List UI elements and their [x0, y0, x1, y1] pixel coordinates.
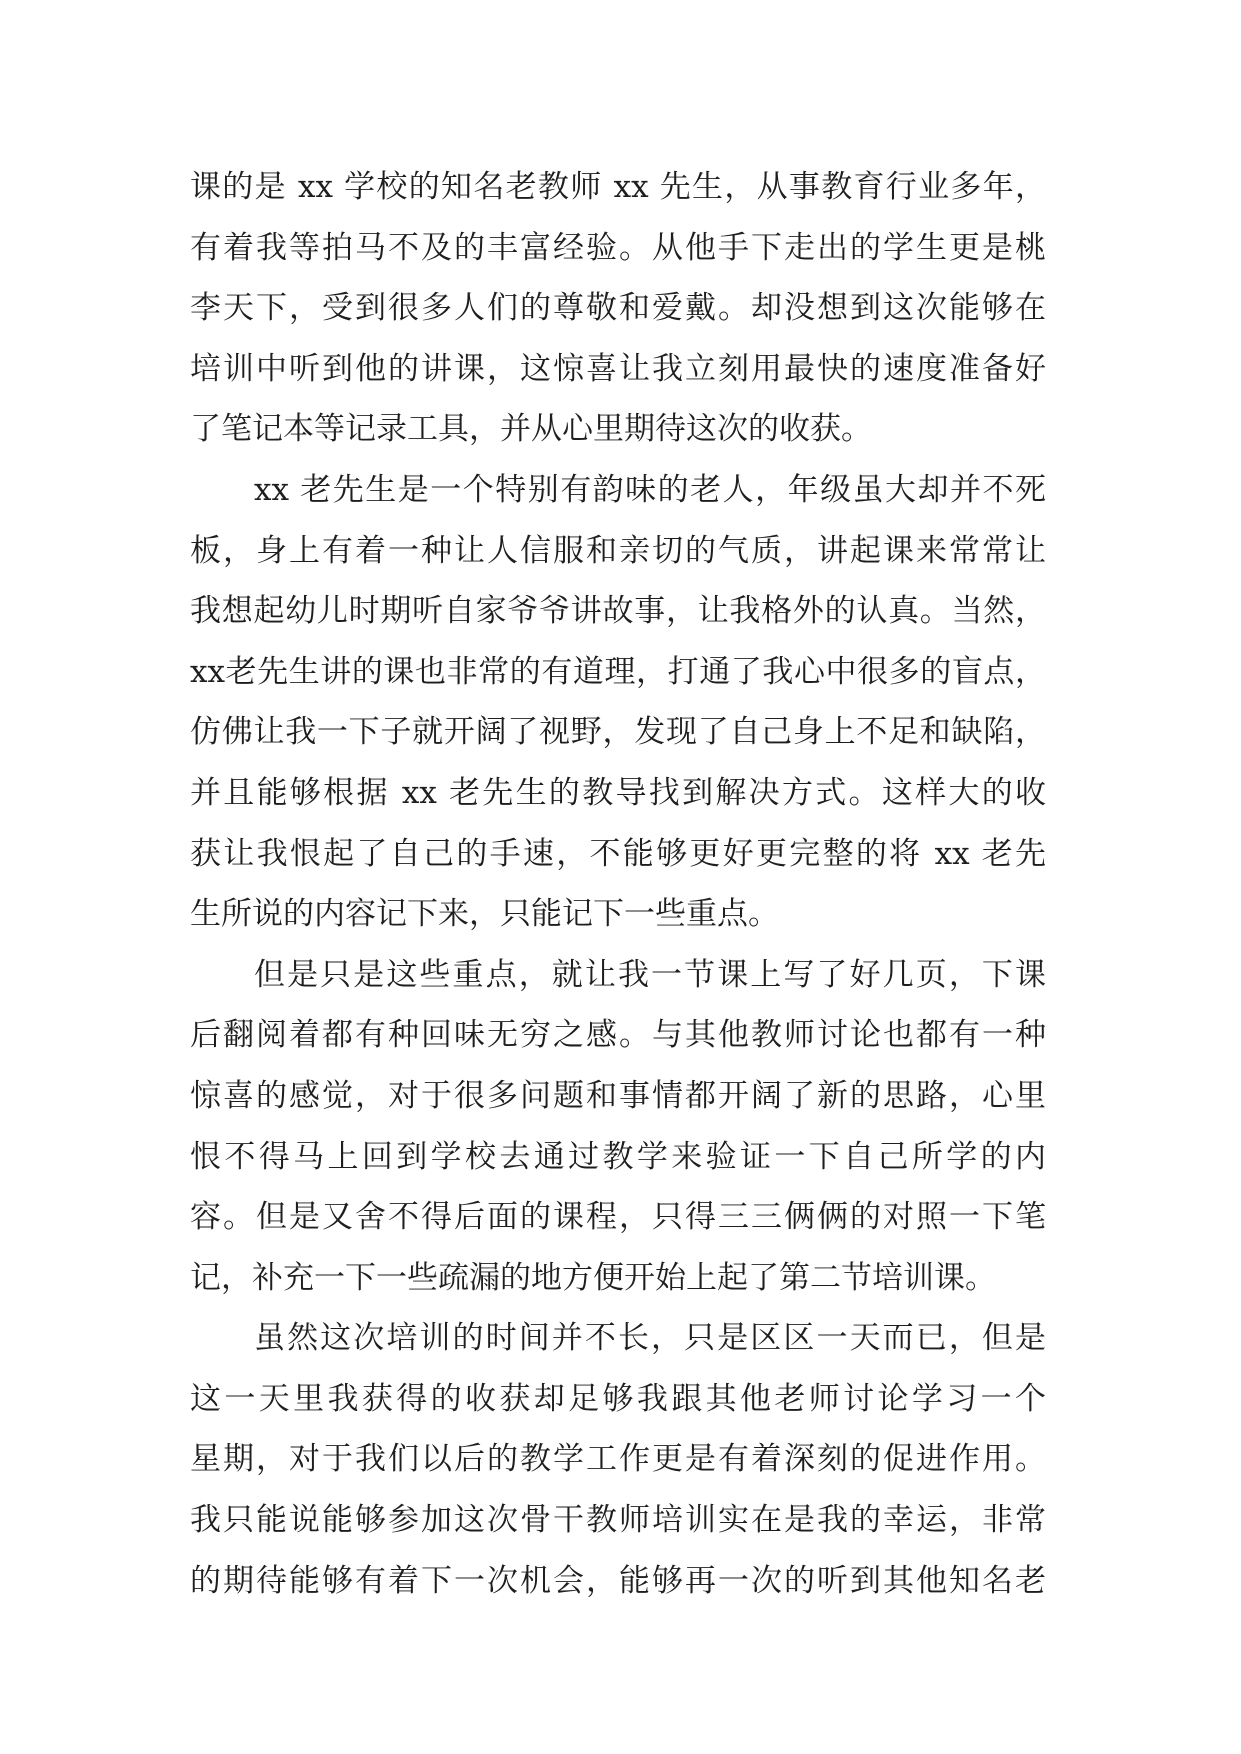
- text-line: 我想起幼儿时期听自家爷爷讲故事，让我格外的认真。当然，: [190, 593, 1046, 630]
- text-line: 有着我等拍马不及的丰富经验。从他手下走出的学生更是桃: [190, 229, 1046, 266]
- text-line: 容。但是又舍不得后面的课程，只得三三俩俩的对照一下笔: [190, 1199, 1046, 1236]
- text-line: 虽然这次培训的时间并不长，只是区区一天而已，但是: [254, 1320, 1046, 1357]
- text-line: 李天下，受到很多人们的尊敬和爱戴。却没想到这次能够在: [190, 290, 1046, 327]
- text-line: 惊喜的感觉，对于很多问题和事情都开阔了新的思路，心里: [190, 1077, 1046, 1114]
- document-body: [190, 163, 1046, 1617]
- text-line: 这一天里我获得的收获却足够我跟其他老师讨论学习一个: [190, 1380, 1046, 1417]
- text-line: 仿佛让我一下子就开阔了视野，发现了自己身上不足和缺陷，: [190, 714, 1046, 751]
- text-line: xx老先生讲的课也非常的有道理，打通了我心中很多的盲点，: [190, 653, 1046, 690]
- text-line: 但是只是这些重点，就让我一节课上写了好几页，下课: [254, 956, 1046, 993]
- paragraph-1: [190, 163, 1046, 466]
- text-line: 了笔记本等记录工具，并从心里期待这次的收获。: [190, 411, 872, 448]
- text-line: 培训中听到他的讲课，这惊喜让我立刻用最快的速度准备好: [190, 350, 1046, 387]
- text-line: 获让我恨起了自己的手速，不能够更好更完整的将 xx 老先: [190, 835, 1046, 872]
- paragraph-4: [190, 1314, 1046, 1617]
- text-line: 的期待能够有着下一次机会，能够再一次的听到其他知名老: [190, 1562, 1046, 1599]
- text-line: 板，身上有着一种让人信服和亲切的气质，讲起课来常常让: [190, 532, 1046, 569]
- text-line: 后翻阅着都有种回味无穷之感。与其他教师讨论也都有一种: [190, 1017, 1046, 1054]
- text-line: xx 老先生是一个特别有韵味的老人，年级虽大却并不死: [254, 471, 1046, 508]
- text-line: 课的是 xx 学校的知名老教师 xx 先生，从事教育行业多年，: [190, 169, 1046, 205]
- text-line: 生所说的内容记下来，只能记下一些重点。: [190, 896, 779, 933]
- text-line: 记，补充一下一些疏漏的地方便开始上起了第二节培训课。: [190, 1259, 996, 1296]
- text-line: 星期，对于我们以后的教学工作更是有着深刻的促进作用。: [190, 1441, 1046, 1478]
- text-line: 恨不得马上回到学校去通过教学来验证一下自己所学的内: [190, 1138, 1046, 1175]
- text-line: 并且能够根据 xx 老先生的教导找到解决方式。这样大的收: [190, 774, 1046, 811]
- text-line: 我只能说能够参加这次骨干教师培训实在是我的幸运，非常: [190, 1502, 1046, 1539]
- paragraph-3: [190, 951, 1046, 1315]
- paragraph-2: [190, 466, 1046, 951]
